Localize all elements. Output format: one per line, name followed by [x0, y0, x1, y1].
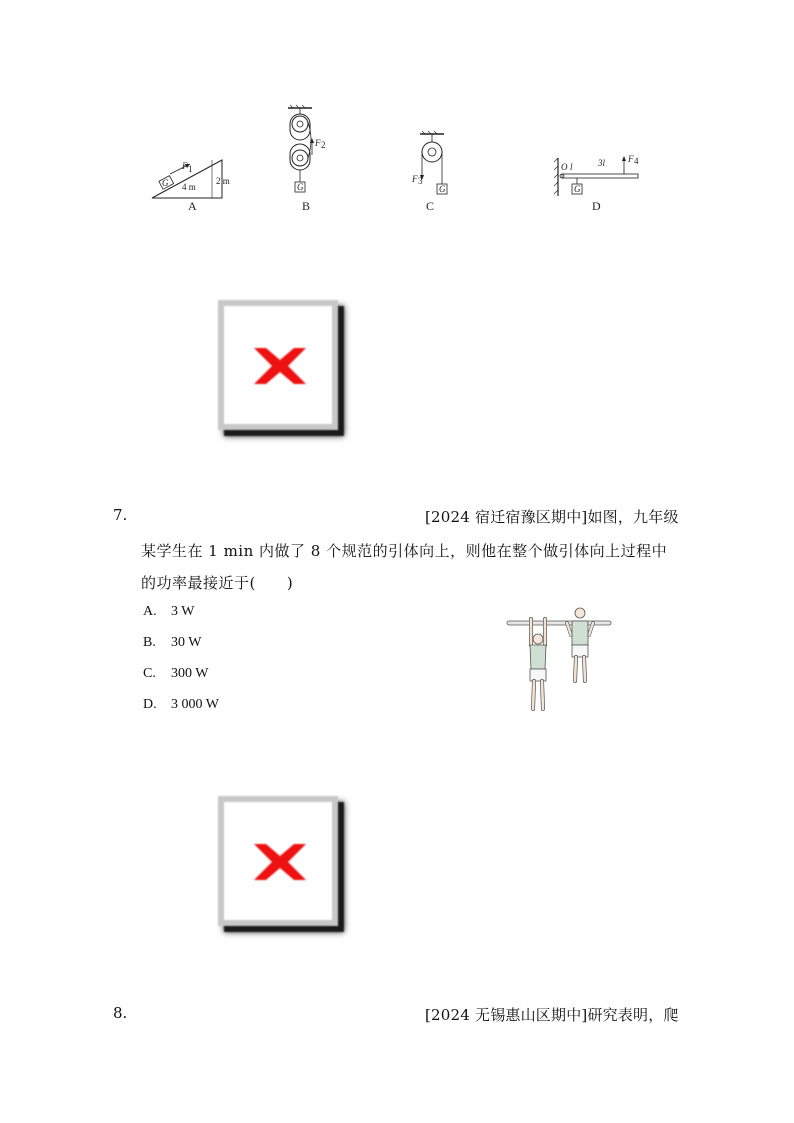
option-b: B. 30 W	[143, 635, 202, 650]
lever-long-arm-label: 3l	[598, 158, 606, 168]
red-x-icon	[252, 344, 308, 388]
lever-short-arm-label: l	[570, 162, 573, 172]
label-b: B	[302, 199, 311, 213]
label-d: D	[592, 199, 601, 213]
svg-text:4: 4	[634, 156, 639, 166]
fixed-pulley-block-label: G	[439, 184, 446, 194]
pull-up-illustration	[505, 605, 615, 717]
question-7-source: [2024 宿迁宿豫区期中]如图，九年级	[425, 508, 679, 526]
simple-machines-figure	[140, 100, 660, 220]
person-pulled-up	[567, 608, 593, 681]
option-d: D. 3 000 W	[143, 697, 219, 712]
question-7-number: 7.	[113, 506, 128, 524]
pulley-force-label: F	[315, 138, 321, 148]
incline-length-label: 4 m	[182, 182, 196, 192]
incline-height-label: 2 m	[216, 176, 230, 186]
question-8-number: 8.	[113, 1004, 128, 1022]
incline-diagram	[152, 160, 230, 213]
option-a: A. 3 W	[143, 604, 195, 619]
pulley-block-diagram	[288, 105, 326, 213]
broken-image-icon	[218, 300, 338, 430]
pulley-block-label: G	[297, 182, 304, 192]
incline-force-label: F	[182, 161, 188, 171]
question-8-source: [2024 无锡惠山区期中]研究表明，爬	[425, 1006, 679, 1024]
svg-text:1: 1	[188, 164, 193, 174]
person-hanging	[530, 619, 546, 709]
option-c: C. 300 W	[143, 666, 209, 681]
question-7-line-2: 的功率最接近于( )	[141, 574, 294, 592]
fixed-pulley-force-label: F	[412, 174, 418, 184]
lever-pivot-label: O	[561, 162, 568, 172]
label-c: C	[426, 199, 435, 213]
lever-diagram	[554, 154, 639, 213]
fixed-pulley-diagram	[411, 131, 447, 213]
svg-text:2: 2	[321, 140, 326, 150]
machines-svg	[140, 100, 660, 220]
question-7-line-1: 某学生在 1 min 内做了 8 个规范的引体向上，则他在整个做引体向上过程中	[141, 542, 668, 560]
svg-text:3: 3	[418, 176, 423, 186]
lever-force-label: F	[628, 154, 634, 164]
red-x-icon	[252, 840, 308, 884]
label-a: A	[188, 199, 197, 213]
lever-block-label: G	[574, 184, 581, 194]
incline-block-label: G	[162, 178, 169, 188]
broken-image-icon	[218, 796, 338, 926]
